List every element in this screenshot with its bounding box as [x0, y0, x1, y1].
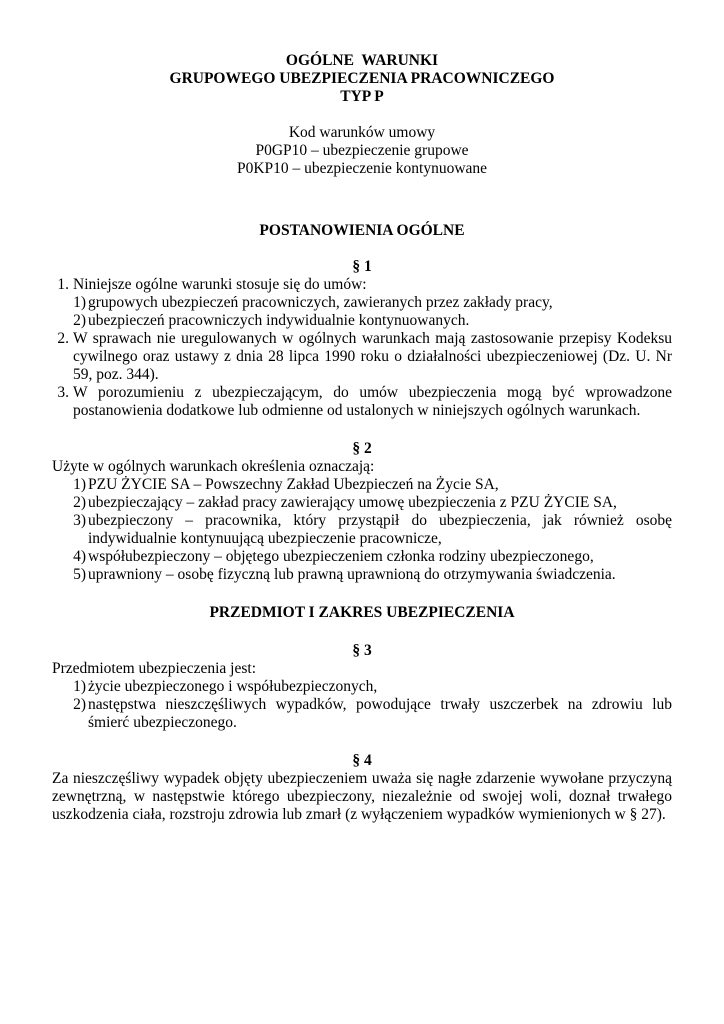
list-item: [52, 512, 672, 548]
item-number: 2): [73, 312, 86, 329]
item-number: 1): [73, 294, 86, 311]
item-text: życie ubezpieczonego i współubezpieczonych,: [88, 678, 378, 695]
paragraph-2-intro: Użyte w ogólnych warunkach określenia oznaczają:: [52, 458, 375, 475]
contract-codes: [52, 124, 672, 178]
paragraph-2-sign: § 2: [352, 440, 372, 457]
title-line-3: TYP P: [340, 88, 384, 105]
paragraph-2: [52, 458, 672, 584]
item-text: grupowych ubezpieczeń pracowniczych, zawieranych przez zakłady pracy,: [88, 294, 553, 311]
list-item: [52, 566, 672, 584]
item-number: 2): [73, 494, 86, 511]
list-item: [52, 312, 672, 330]
paragraph-1: [52, 276, 672, 420]
list-item: [52, 330, 672, 384]
item-text: ubezpieczeń pracowniczych indywidualnie kontynuowanych.: [88, 312, 470, 329]
list-item: [52, 494, 672, 512]
item-number: 1.: [57, 276, 69, 293]
paragraph-3-intro: Przedmiotem ubezpieczenia jest:: [52, 660, 256, 677]
item-number: 4): [73, 548, 86, 565]
item-text: W sprawach nie uregulowanych w ogólnych warunkach mają zastosowanie przepisy Kodeksu cywilnego oraz ustawy z dnia 28 lipca 1990 roku o działalności ubezpieczeniowej (Dz. U. Nr 59, poz. 344).: [73, 330, 672, 383]
list-item: [52, 276, 672, 294]
item-number: 2): [73, 696, 86, 713]
title-line-1: OGÓLNE WARUNKI: [285, 52, 439, 69]
code-continued: P0KP10 – ubezpieczenie kontynuowane: [236, 160, 488, 177]
item-text: ubezpieczony – pracownika, który przystąpił do ubezpieczenia, jak również osobę indywidualnie kontynuującą ubezpieczenie pracownicze,: [88, 512, 672, 547]
item-text: W porozumieniu z ubezpieczającym, do umów ubezpieczenia mogą być wprowadzone postanowienia dodatkowe lub odmienne od ustalonych w niniejszych ogólnych warunkach.: [73, 384, 672, 419]
list-item: [52, 678, 672, 696]
list-item: [52, 294, 672, 312]
code-group: P0GP10 – ubezpieczenie grupowe: [255, 142, 469, 159]
section-heading-scope: PRZEDMIOT I ZAKRES UBEZPIECZENIA: [209, 604, 515, 621]
item-text: współubezpieczony – objętego ubezpieczeniem członka rodziny ubezpieczonego,: [88, 548, 594, 565]
item-number: 2.: [57, 330, 69, 347]
item-number: 5): [73, 566, 86, 583]
paragraph-4-sign: § 4: [352, 752, 372, 769]
item-number: 3): [73, 512, 86, 529]
list-item: [52, 384, 672, 420]
item-text: ubezpieczający – zakład pracy zawierający umowę ubezpieczenia z PZU ŻYCIE SA,: [88, 494, 617, 511]
item-text: PZU ŻYCIE SA – Powszechny Zakład Ubezpieczeń na Życie SA,: [88, 476, 499, 493]
title-line-2: GRUPOWEGO UBEZPIECZENIA PRACOWNICZEGO: [169, 70, 555, 87]
item-number: 1): [73, 476, 86, 493]
document-header: [52, 52, 672, 178]
section-heading-general: POSTANOWIENIA OGÓLNE: [259, 222, 465, 239]
item-text: Niniejsze ogólne warunki stosuje się do umów:: [73, 276, 367, 293]
list-item: [52, 696, 672, 732]
item-number: 3.: [57, 384, 69, 401]
code-label: Kod warunków umowy: [288, 124, 436, 141]
item-number: 1): [73, 678, 86, 695]
paragraph-3: [52, 660, 672, 732]
paragraph-3-sign: § 3: [352, 642, 372, 659]
item-text: następstwa nieszczęśliwych wypadków, powodujące trwały uszczerbek na zdrowiu lub śmierć ubezpieczonego.: [88, 696, 672, 731]
list-item: [52, 476, 672, 494]
list-item: [52, 548, 672, 566]
paragraph-4-text: Za nieszczęśliwy wypadek objęty ubezpieczeniem uważa się nagłe zdarzenie wywołane przyczyną zewnętrzną, w następstwie którego ubezpieczony, niezależnie od swojej woli, doznał trwałego uszkodzenia ciała, rozstroju zdrowia lub zmarł (z wyłączeniem wypadków wymienionych w § 27).: [52, 770, 672, 823]
item-text: uprawniony – osobę fizyczną lub prawną uprawnioną do otrzymywania świadczenia.: [88, 566, 616, 583]
paragraph-1-sign: § 1: [352, 258, 372, 275]
